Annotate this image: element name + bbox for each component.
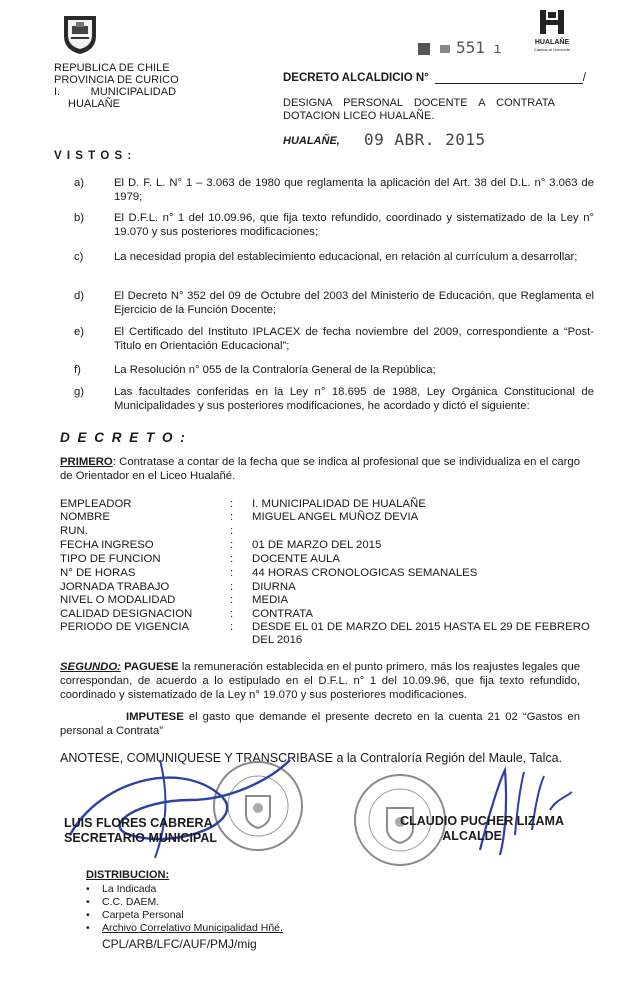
primero-paragraph: PRIMERO: Contratase a contar de la fecha que se indica al profesional que se individualiza en el cargo de Orientador en el Liceo Hualañé. <box>60 456 580 482</box>
decreto-heading: D E C R E T O : <box>60 430 187 445</box>
imputese-paragraph: IMPUTESE el gasto que demande el presente decreto en la cuenta 21 02 “Gastos en personal a Contrata” <box>60 711 581 737</box>
field-row: NIVEL O MODALIDAD : MEDIA <box>60 594 289 606</box>
distribution-list <box>86 883 283 935</box>
list-item: a) El D. F. L. N° 1 – 3.063 de 1980 que reglamenta la aplicación del Art. 38 del D.L. n° 3.063 de 1979; <box>74 177 594 203</box>
signature-left-block: LUIS FLORES CABRERA SECRETARIO MUNICIPAL <box>64 816 218 845</box>
hualane-brand-logo: HUALAÑE Camina al Horizonte <box>530 8 574 58</box>
list-item: g) Las facultades conferidas en la Ley n° 18.695 de 1988, Ley Orgánica Constitucional de Municipalidades y sus posteriores modificaciones, he acordado y dictó el siguiente: <box>74 386 594 412</box>
list-item: c) La necesidad propia del establecimiento educacional, en relación al currículum a desarrollar; <box>74 251 578 263</box>
field-row: RUN. : <box>60 525 234 537</box>
field-row: N° DE HORAS : 44 HORAS CRONOLOGICAS SEMANALES <box>60 567 478 579</box>
decree-date-stamp: 09 ABR. 2015 <box>364 130 486 149</box>
list-item: • Carpeta Personal <box>86 909 283 922</box>
segundo-paragraph: SEGUNDO: PAGUESE la remuneración establecida en el punto primero, más los reajustes legales que correspondan, de acuerdo a lo estipulado en el D.F.L. n° 1 del 10.09.96, que fija texto refundido, coordinado y sistematizado de la Ley n° 19.070 y sus posteriores modificaciones. <box>60 661 581 701</box>
decree-place: HUALAÑE, <box>283 135 340 147</box>
header-line: I. MUNICIPALIDAD <box>54 86 177 98</box>
list-item: f) La Resolución n° 055 de la Contraloría General de la República; <box>74 364 436 376</box>
field-row: TIPO DE FUNCION : DOCENTE AULA <box>60 553 340 565</box>
field-row: JORNADA TRABAJO : DIURNA <box>60 581 296 593</box>
municipal-crest-logo <box>58 12 102 56</box>
initials-footer: CPL/ARB/LFC/AUF/PMJ/mig <box>102 937 257 951</box>
stamp-number: 551 ı <box>418 38 502 57</box>
field-row: EMPLEADOR : I. MUNICIPALIDAD DE HUALAÑE <box>60 498 426 510</box>
list-item: d) El Decreto N° 352 del 09 de Octubre del 2003 del Ministerio de Educación, que Reglamenta el Ejercicio de la Función Docente; <box>74 290 594 316</box>
decree-subject: DESIGNA PERSONAL DOCENTE A CONTRATA DOTACION LICEO HUALAÑE. <box>283 97 555 122</box>
field-row: PERIODO DE VIGENCIA : DESDE EL 01 DE MARZO DEL 2015 HASTA EL 29 DE FEBRERO DEL 2016 <box>60 621 590 646</box>
list-item: e) El Certificado del Instituto IPLACEX de fecha noviembre del 2009, correspondiente a “Post-Titulo en Orientación Educacional”; <box>74 326 594 352</box>
list-item: • C.C. DAEM. <box>86 896 283 909</box>
field-row: NOMBRE : MIGUEL ANGEL MUÑOZ DEVIA <box>60 511 419 523</box>
list-item: • Archivo Correlativo Municipalidad Hñé. <box>86 922 283 935</box>
vistos-heading: V I S T O S : <box>54 150 133 162</box>
header-line: PROVINCIA DE CURICO <box>54 74 179 86</box>
decree-number-line: DECRETO ALCALDICIO N° / <box>283 72 586 84</box>
signature-right <box>460 750 590 863</box>
signature-right-block: CLAUDIO PUCHER LIZAMA ALCALDE <box>400 814 564 843</box>
anotese-line: ANOTESE, COMUNIQUESE Y TRANSCRIBASE a la Contraloría Región del Maule, Talca. <box>60 751 563 765</box>
distribution-title: DISTRIBUCION: <box>86 869 170 881</box>
field-row: FECHA INGRESO : 01 DE MARZO DEL 2015 <box>60 539 382 551</box>
header-institution <box>54 62 254 110</box>
header-line: HUALAÑE <box>68 98 120 110</box>
distribution-block <box>86 869 283 951</box>
list-item: b) El D.F.L. n° 1 del 10.09.96, que fija texto refundido, coordinado y sistematizado de la Ley n° 19.070 y sus posteriores modificaciones; <box>74 212 594 238</box>
field-row: CALIDAD DESIGNACION : CONTRATA <box>60 608 313 620</box>
list-item: • La Indicada <box>86 883 283 896</box>
header-line: REPUBLICA DE CHILE <box>54 62 170 74</box>
